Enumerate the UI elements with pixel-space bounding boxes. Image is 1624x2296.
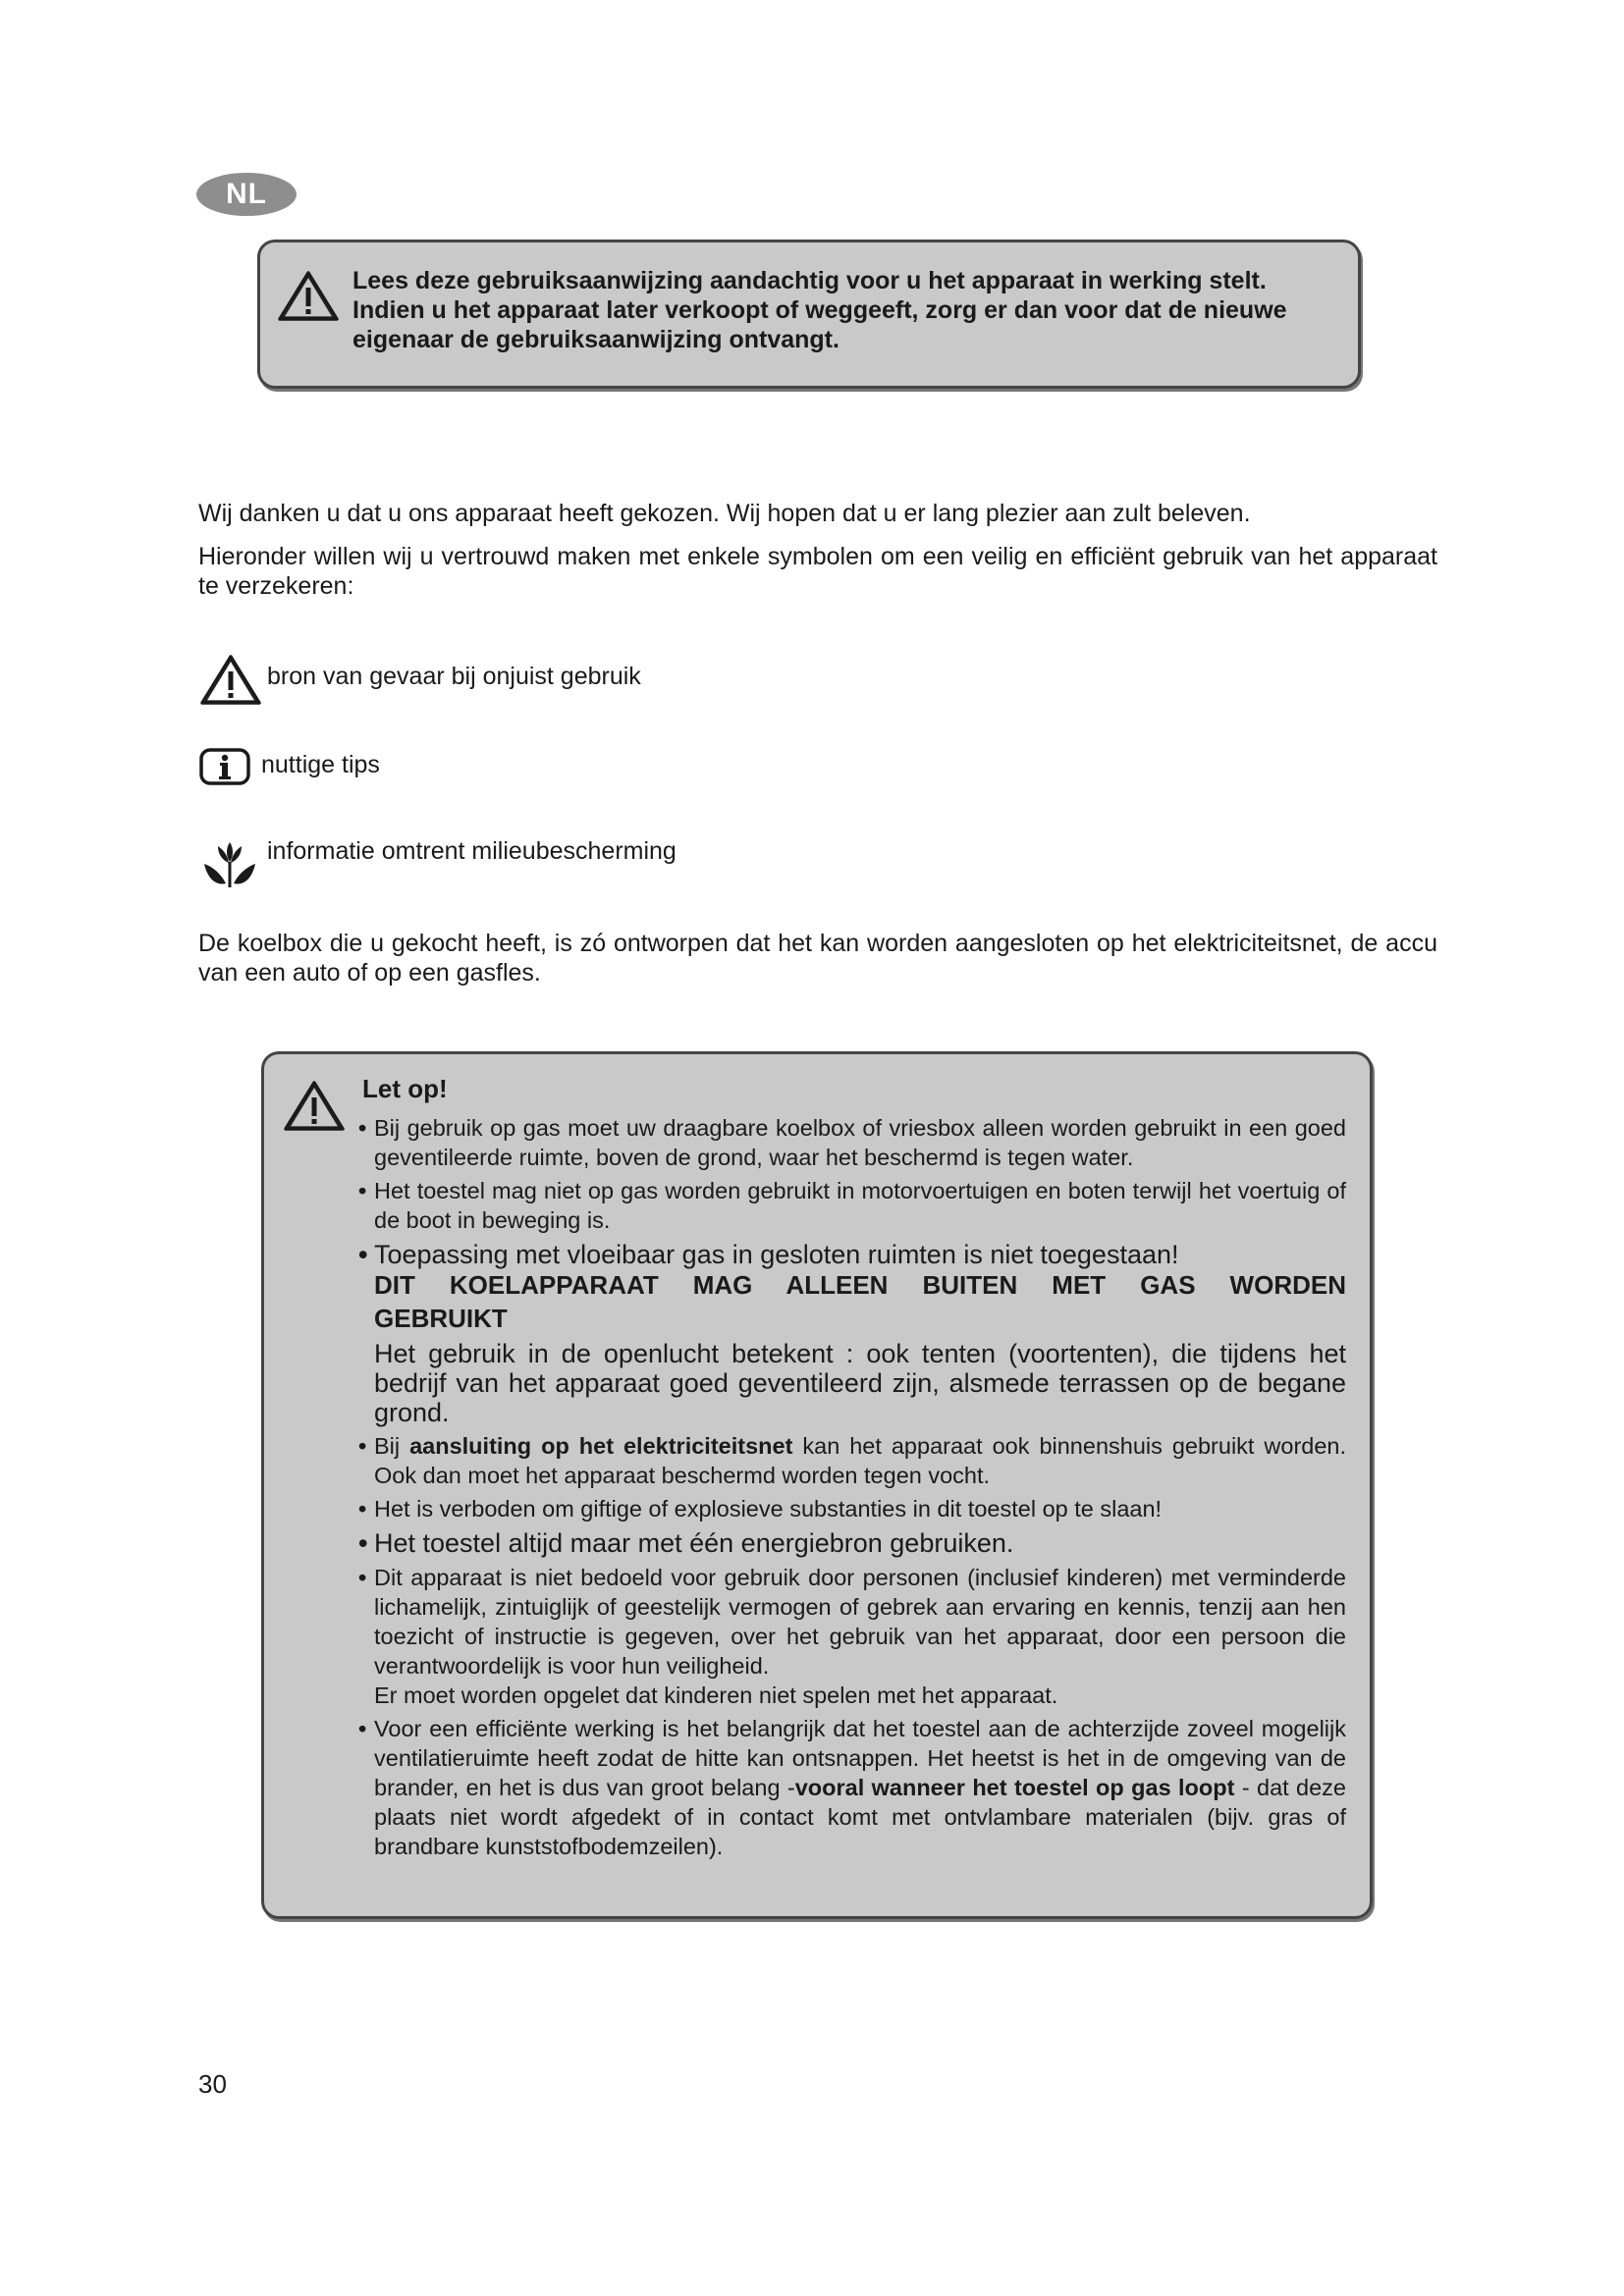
warning-triangle-icon (276, 268, 341, 323)
notice-box (257, 240, 1361, 389)
caution-title: Let op! (362, 1074, 448, 1103)
caution-outdoor-text: Het gebruik in de openlucht betekent : ook tenten (voortenten), die tijdens het bedrijf van het apparaat goed geventileerd zijn, alsmede terrassen op de begane grond. (374, 1339, 1346, 1427)
caution-heading-line-1: DIT KOELAPPARAAT MAG ALLEEN BUITEN MET GAS WORDEN (374, 1270, 1346, 1300)
page-number: 30 (198, 2069, 227, 2099)
caution-item: • Voor een efficiënte werking is het belangrijk dat het toestel aan de achterzijde zoveel mogelijk ventilatieruimte heeft zodat de hitte kan ontsnappen. Het heetst is het in de omgeving van de brander, en het is dus van groot belang -vooral wanneer het toestel op gas loopt - dat deze plaats niet wordt afgedekt of in contact komt met ontvlambare materialen (bijv. gras of brandbare kunststofbodemzeilen). (358, 1716, 1347, 1859)
caution-box (261, 1051, 1373, 1919)
caution-item: • Het toestel altijd maar met één energiebron gebruiken. (358, 1528, 1014, 1558)
caution-item: • Dit apparaat is niet bedoeld voor gebruik door personen (inclusief kinderen) met verminderde lichamelijk, zintuiglijk of geestelijk vermogen of gebrek aan ervaring en kennis, tenzij aan hen toezicht of instructie is gegeven, over het gebruik van het apparaat, door een persoon die verantwoordelijk is voor hun veiligheid. (358, 1565, 1346, 1679)
caution-item: • Bij gebruik op gas moet uw draagbare koelbox of vriesbox alleen worden gebruikt in een goed geventileerde ruimte, boven de grond, waar het beschermd is tegen water. (358, 1115, 1346, 1170)
symbol-row-environment (198, 830, 787, 889)
symbol-label-danger: bron van gevaar bij onjuist gebruik (267, 663, 641, 690)
caution-item: • Het is verboden om giftige of explosieve substanties in dit toestel op te slaan! (358, 1496, 1163, 1522)
caution-item: • Bij aansluiting op het elektriciteitsnet kan het apparaat ook binnenshuis gebruikt worden. Ook dan moet het apparaat beschermd worden tegen vocht. (358, 1433, 1347, 1488)
warning-triangle-icon (198, 652, 263, 707)
intro-paragraph-1: Wij danken u dat u ons apparaat heeft gekozen. Wij hopen dat u er lang plezier aan zult beleven. (198, 500, 1251, 527)
intro-paragraph-2: Hieronder willen wij u vertrouwd maken met enkele symbolen om een veilig en efficiënt gebruik van het apparaat te verzekeren: (198, 543, 1437, 600)
caution-heading-line-2: GEBRUIKT (374, 1304, 508, 1333)
info-icon (198, 744, 251, 789)
caution-item: • Het toestel mag niet op gas worden gebruikt in motorvoertuigen en boten terwijl het voertuig of de boot in beweging is. (358, 1178, 1346, 1233)
symbol-label-environment: informatie omtrent milieubescherming (267, 837, 677, 865)
description-paragraph: De koelbox die u gekocht heeft, is zó ontworpen dat het kan worden aangesloten op het elektriciteitsnet, de accu van een auto of op een gasfles. (198, 930, 1437, 987)
symbol-row-danger (198, 652, 787, 711)
caution-item: • Toepassing met vloeibaar gas in gesloten ruimten is niet toegestaan! (358, 1240, 1179, 1269)
symbol-row-tips (198, 744, 787, 803)
symbol-label-tips: nuttige tips (261, 751, 380, 778)
warning-triangle-icon (282, 1078, 347, 1133)
caution-children-text: Er moet worden opgelet dat kinderen niet spelen met het apparaat. (374, 1682, 1058, 1708)
environment-flower-icon (198, 838, 261, 895)
caution-list (358, 1113, 1346, 1865)
language-badge: NL (196, 173, 297, 216)
notice-text: Lees deze gebruiksaanwijzing aandachtig voor u het apparaat in werking stelt. Indien u het apparaat later verkoopt of weggeeft, zorg er dan voor dat de nieuwe eigenaar de gebruiksaanwijzing ontvangt. (352, 267, 1287, 353)
